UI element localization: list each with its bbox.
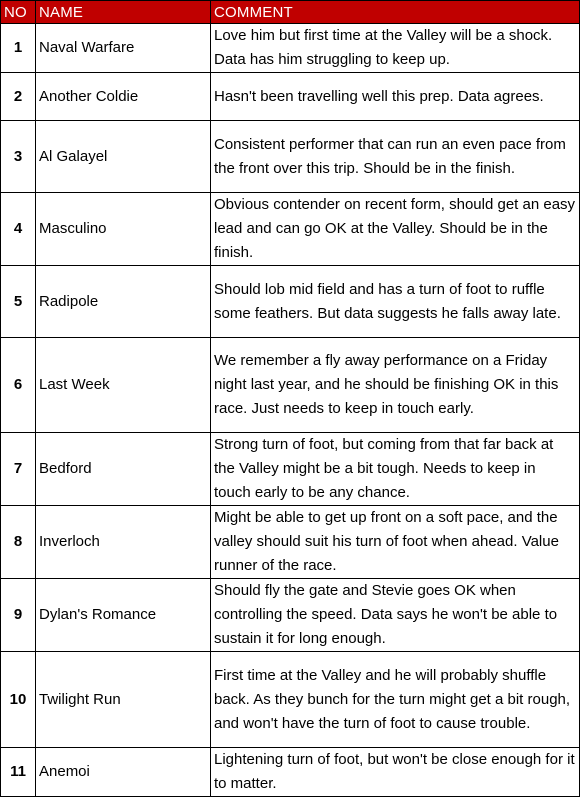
horse-comment: First time at the Valley and he will probably shuffle back. As they bunch for the turn might get a bit rough, and won't have the turn of foot to cause trouble. <box>211 652 580 748</box>
row-number: 11 <box>1 748 36 797</box>
row-number: 6 <box>1 338 36 433</box>
header-row <box>1 1 580 24</box>
horse-name: Inverloch <box>36 506 211 579</box>
row-number: 1 <box>1 24 36 73</box>
table-row <box>1 748 580 797</box>
table-row <box>1 652 580 748</box>
table-row <box>1 579 580 652</box>
horse-comment: Should fly the gate and Stevie goes OK when controlling the speed. Data says he won't be able to sustain it for long enough. <box>211 579 580 652</box>
row-number: 2 <box>1 73 36 121</box>
horse-name: Radipole <box>36 266 211 338</box>
table-row <box>1 433 580 506</box>
row-number: 3 <box>1 121 36 193</box>
horse-name: Al Galayel <box>36 121 211 193</box>
horse-name: Naval Warfare <box>36 24 211 73</box>
row-number: 7 <box>1 433 36 506</box>
horse-comment: Might be able to get up front on a soft pace, and the valley should suit his turn of foot when ahead. Value runner of the race. <box>211 506 580 579</box>
header-comment: COMMENT <box>211 1 580 24</box>
horse-comment: Obvious contender on recent form, should get an easy lead and can go OK at the Valley. Should be in the finish. <box>211 193 580 266</box>
horse-comment: Should lob mid field and has a turn of foot to ruffle some feathers. But data suggests he falls away late. <box>211 266 580 338</box>
row-number: 10 <box>1 652 36 748</box>
horse-comment: Lightening turn of foot, but won't be close enough for it to matter. <box>211 748 580 797</box>
table-row <box>1 506 580 579</box>
table-row <box>1 24 580 73</box>
table-row <box>1 266 580 338</box>
horse-name: Anemoi <box>36 748 211 797</box>
horse-comment: We remember a fly away performance on a Friday night last year, and he should be finishing OK in this race. Just needs to keep in touch early. <box>211 338 580 433</box>
horse-comment: Hasn't been travelling well this prep. Data agrees. <box>211 73 580 121</box>
row-number: 8 <box>1 506 36 579</box>
horse-name: Bedford <box>36 433 211 506</box>
horse-comment: Consistent performer that can run an even pace from the front over this trip. Should be in the finish. <box>211 121 580 193</box>
row-number: 5 <box>1 266 36 338</box>
horse-comment: Strong turn of foot, but coming from that far back at the Valley might be a bit tough. Needs to keep in touch early to be any chance. <box>211 433 580 506</box>
horse-name: Dylan's Romance <box>36 579 211 652</box>
horse-comment: Love him but first time at the Valley will be a shock. Data has him struggling to keep up. <box>211 24 580 73</box>
table-row <box>1 73 580 121</box>
header-no: NO <box>1 1 36 24</box>
row-number: 9 <box>1 579 36 652</box>
horse-name: Another Coldie <box>36 73 211 121</box>
header-name: NAME <box>36 1 211 24</box>
horse-name: Twilight Run <box>36 652 211 748</box>
row-number: 4 <box>1 193 36 266</box>
table-row <box>1 338 580 433</box>
horse-name: Masculino <box>36 193 211 266</box>
table-row <box>1 193 580 266</box>
horse-name: Last Week <box>36 338 211 433</box>
table-row <box>1 121 580 193</box>
